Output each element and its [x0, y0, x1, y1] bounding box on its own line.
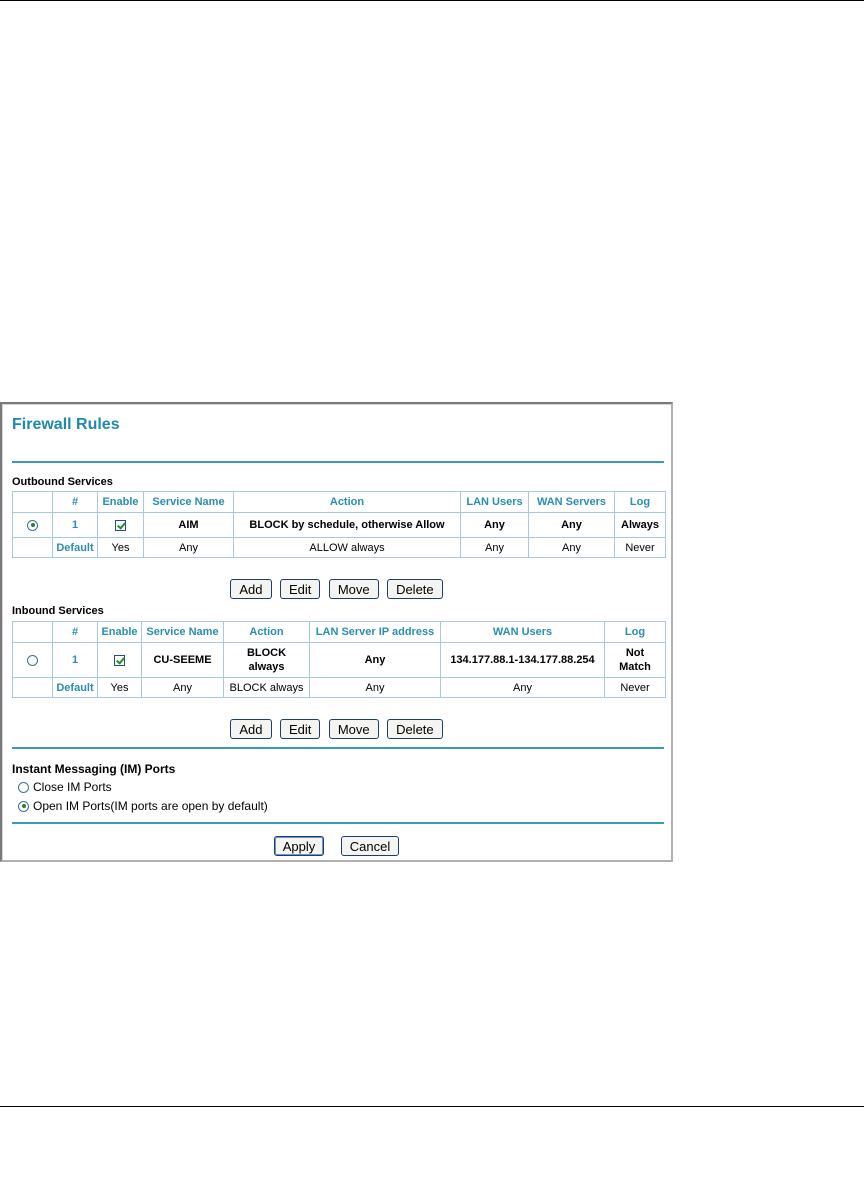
im-ports-label: Instant Messaging (IM) Ports [12, 762, 176, 776]
default-row [13, 678, 666, 698]
column-header-action: Action [234, 492, 461, 513]
cancel-button[interactable]: Cancel [341, 836, 399, 856]
inbound-add-button[interactable]: Add [230, 719, 271, 739]
outbound-services-table [12, 491, 666, 558]
inbound-services-table [12, 621, 666, 698]
column-header-enable: Enable [98, 622, 142, 643]
column-header-select [13, 492, 53, 513]
page-top-rule [0, 0, 864, 1]
enable-cell [98, 513, 144, 538]
empty-cell [13, 538, 53, 558]
default-service: Any [144, 538, 234, 558]
column-header-log: Log [605, 622, 666, 643]
default-wan-users: Any [441, 678, 605, 698]
log-cell [605, 643, 666, 678]
page-bottom-rule [0, 1106, 864, 1107]
default-enable: Yes [98, 678, 142, 698]
lan-users: Any [461, 513, 529, 538]
column-header-wan-servers: WAN Servers [529, 492, 615, 513]
close-im-ports-radio[interactable] [18, 782, 29, 793]
column-header-number: # [53, 492, 98, 513]
rule-select-radio[interactable] [27, 655, 38, 666]
column-header-log: Log [615, 492, 666, 513]
outbound-add-button[interactable]: Add [230, 579, 271, 599]
log-line-2: Match [619, 661, 651, 673]
table-row [13, 513, 666, 538]
rule-enable-checkbox[interactable] [115, 520, 126, 531]
default-lan-users: Any [461, 538, 529, 558]
rule-enable-checkbox[interactable] [114, 655, 125, 666]
default-lan-server-ip: Any [310, 678, 441, 698]
default-enable: Yes [98, 538, 144, 558]
default-action: ALLOW always [234, 538, 461, 558]
footer-button-row [2, 836, 671, 856]
row-select-cell [13, 643, 53, 678]
row-select-cell [13, 513, 53, 538]
outbound-edit-button[interactable]: Edit [280, 579, 320, 599]
column-header-action: Action [224, 622, 310, 643]
inbound-services-label: Inbound Services [12, 605, 104, 617]
service-name: AIM [144, 513, 234, 538]
inbound-move-button[interactable]: Move [329, 719, 379, 739]
apply-button[interactable]: Apply [274, 836, 325, 856]
im-divider [12, 747, 664, 749]
column-header-lan-server-ip: LAN Server IP address [310, 622, 441, 643]
inbound-edit-button[interactable]: Edit [280, 719, 320, 739]
rule-select-radio[interactable] [27, 520, 38, 531]
table-header-row [13, 492, 666, 513]
column-header-lan-users: LAN Users [461, 492, 529, 513]
open-im-ports-label: Open IM Ports(IM ports are open by default) [33, 799, 268, 813]
enable-cell [98, 643, 142, 678]
default-log: Never [605, 678, 666, 698]
action: BLOCK by schedule, otherwise Allow [234, 513, 461, 538]
log-line-1: Not [625, 647, 645, 659]
empty-cell [13, 678, 53, 698]
default-log: Never [615, 538, 666, 558]
default-wan-servers: Any [529, 538, 615, 558]
open-im-ports-radio[interactable] [18, 801, 29, 812]
wan-users: 134.177.88.1-134.177.88.254 [441, 643, 605, 678]
close-im-ports-label: Close IM Ports [33, 780, 112, 794]
table-header-row [13, 622, 666, 643]
open-im-ports-option[interactable] [18, 799, 268, 813]
rule-number: 1 [53, 513, 98, 538]
lan-server-ip: Any [310, 643, 441, 678]
default-row [13, 538, 666, 558]
action-cell [224, 643, 310, 678]
default-label: Default [53, 538, 98, 558]
default-service: Any [142, 678, 224, 698]
column-header-enable: Enable [98, 492, 144, 513]
column-header-wan-users: WAN Users [441, 622, 605, 643]
firewall-rules-panel [0, 402, 673, 862]
column-header-service-name: Service Name [142, 622, 224, 643]
close-im-ports-option[interactable] [18, 780, 112, 794]
inbound-delete-button[interactable]: Delete [387, 719, 443, 739]
column-header-service-name: Service Name [144, 492, 234, 513]
outbound-move-button[interactable]: Move [329, 579, 379, 599]
page-title: Firewall Rules [12, 416, 120, 433]
column-header-number: # [53, 622, 98, 643]
service-name: CU-SEEME [142, 643, 224, 678]
rule-number: 1 [53, 643, 98, 678]
footer-divider [12, 822, 664, 824]
default-action: BLOCK always [224, 678, 310, 698]
title-divider [12, 461, 664, 463]
outbound-services-label: Outbound Services [12, 476, 113, 488]
table-row [13, 643, 666, 678]
column-header-select [13, 622, 53, 643]
inbound-button-row [2, 719, 671, 739]
action-line-1: BLOCK [246, 647, 287, 659]
log: Always [615, 513, 666, 538]
default-label: Default [53, 678, 98, 698]
action-line-2: always [248, 661, 285, 673]
wan-servers: Any [529, 513, 615, 538]
outbound-delete-button[interactable]: Delete [387, 579, 443, 599]
outbound-button-row [2, 579, 671, 599]
